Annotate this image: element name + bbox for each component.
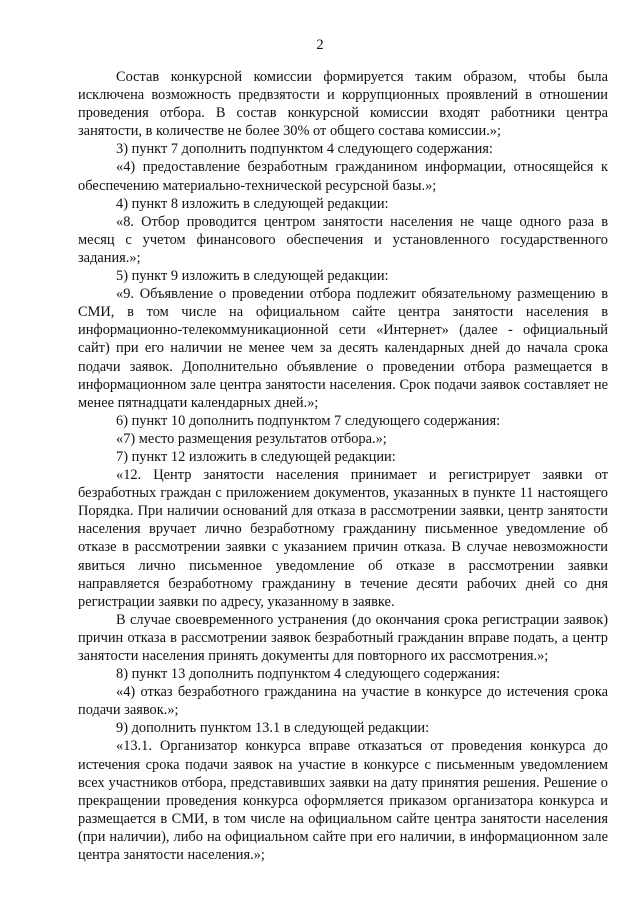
paragraph-subitem-4-resource-base: «4) предоставление безработным гражданином информации, относящейся к обеспечению материально-технической ресурсной базы.»; <box>78 159 608 194</box>
document-body <box>78 68 608 864</box>
paragraph-subitem-7-results: «7) место размещения результатов отбора.»; <box>116 430 387 447</box>
paragraph-commission-composition: Состав конкурсной комиссии формируется таким образом, чтобы была исключена возможность предвзятости и коррупционных проявлений в отношении проведения отбора. В состав конкурсной комиссии входят работники центра занятости, в количестве не более 30% от общего состава комиссии.»; <box>78 69 608 140</box>
paragraph-clause-12: «12. Центр занятости населения принимает и регистрирует заявки от безработных граждан с приложением документов, указанных в пункте 11 настоящего Порядка. При наличии оснований для отказа в рассмотрении заявки, центр занятости населения вручает лично безработному гражданину письменное уведомление об отказе в рассмотрении заявки с указанием причин отказа. В случае невозможности явиться лично письменное уведомление об отказе в рассмотрении заявки направляется безработному гражданину в течение десяти рабочих дней со дня регистрации заявки по адресу, указанному в заявке. <box>78 467 608 610</box>
paragraph-item-4: 4) пункт 8 изложить в следующей редакции: <box>116 195 389 212</box>
paragraph-item-6: 6) пункт 10 дополнить подпунктом 7 следующего содержания: <box>116 412 501 429</box>
paragraph-clause-8: «8. Отбор проводится центром занятости населения не чаще одного раза в месяц с учетом финансового обеспечения и установленного государственного задания.»; <box>78 213 608 266</box>
paragraph-subitem-4-refusal: «4) отказ безработного гражданина на участие в конкурсе до истечения срока подачи заявок.»; <box>78 684 608 719</box>
paragraph-item-7: 7) пункт 12 изложить в следующей редакции: <box>116 448 396 465</box>
paragraph-item-5: 5) пункт 9 изложить в следующей редакции: <box>116 268 389 285</box>
paragraph-clause-13-1: «13.1. Организатор конкурса вправе отказаться от проведения конкурса до истечения срока подачи заявок на участие в конкурсе с письменным уведомлением всех участников отбора, представивших заявки на дату принятия решения. Решение о прекращении проведения конкурса оформляется приказом организатора конкурса и размещается в СМИ, в том числе на официальном сайте центра занятости населения (при наличии), либо на официальном сайте при его наличии, в информационном зале центра занятости населения.»; <box>78 738 608 864</box>
paragraph-clause-12-correction: В случае своевременного устранения (до окончания срока регистрации заявок) причин отказа в рассмотрении заявок безработный гражданин вправе подать, а центр занятости населения принять документы для повторного их рассмотрения.»; <box>78 611 608 664</box>
paragraph-item-9: 9) дополнить пунктом 13.1 в следующей редакции: <box>116 720 430 737</box>
paragraph-clause-9: «9. Объявление о проведении отбора подлежит обязательному размещению в СМИ, в том числе на официальном сайте центра занятости населения в информационно-телекоммуникационной сети «Интернет» (далее - официальный сайт) при его наличии не менее чем за десять календарных дней до начала срока подачи заявок. Дополнительно объявление о проведении отбора размещается в информационном зале центра занятости населения. Срок подачи заявок составляет не менее пятнадцати календарных дней.»; <box>78 286 608 411</box>
page-number: 2 <box>316 37 324 53</box>
paragraph-item-8: 8) пункт 13 дополнить подпунктом 4 следующего содержания: <box>116 666 501 683</box>
paragraph-item-3: 3) пункт 7 дополнить подпунктом 4 следующего содержания: <box>116 141 493 158</box>
